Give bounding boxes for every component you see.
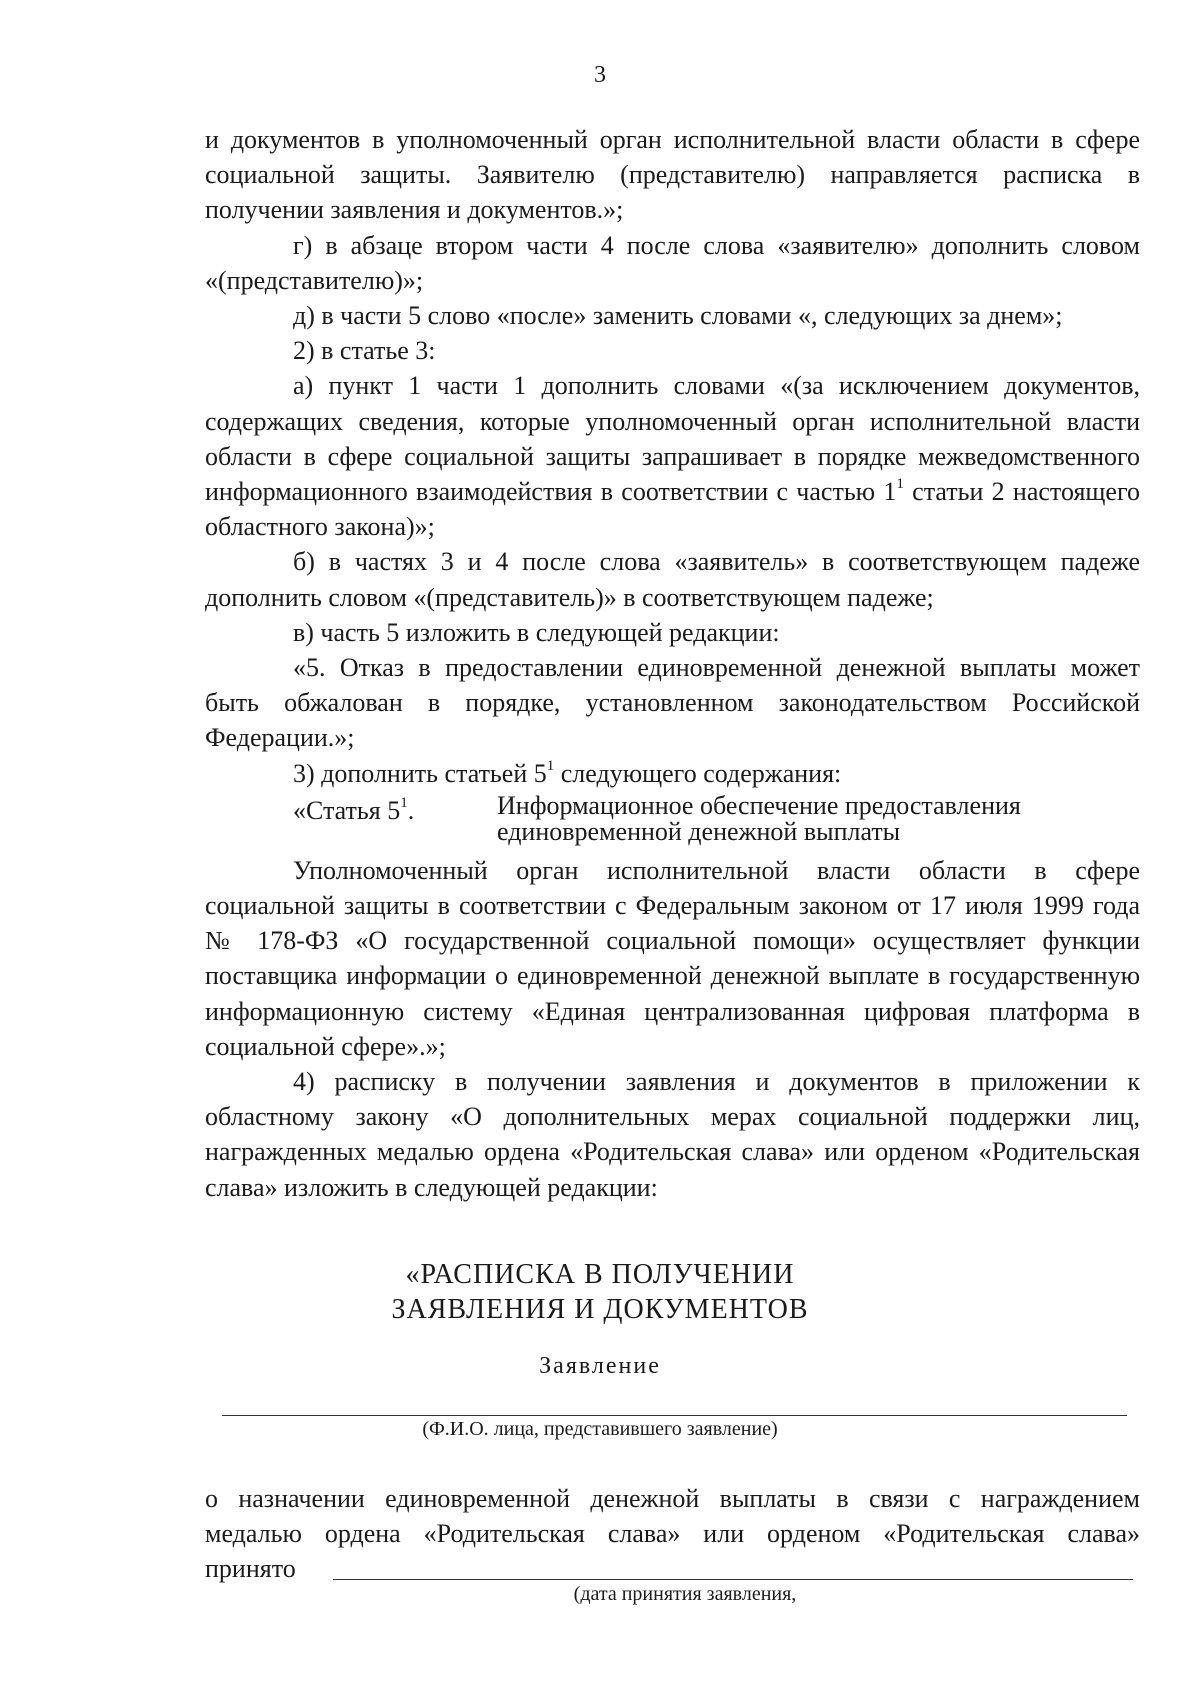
superscript: 1 (400, 795, 408, 812)
text-span: следующего содержания: (554, 758, 842, 788)
text-span: статьи 2 настоящего областного закона)»; (205, 477, 1140, 542)
fio-caption: (Ф.И.О. лица, представившего заявление) (422, 1418, 778, 1440)
fio-blank-line (222, 1415, 1127, 1416)
paragraph-article-body: Уполномоченный орган исполнительной власти области в сфере социальной защиты в соответствии с Федеральным законом от 17 июля 1999 года № 178-ФЗ «О государственной социальной помощи» осуществляет функции поставщика информации о единовременной денежной выплате в государственную информационную систему «Единая централизованная цифровая платформа в социальной сфере».»; (205, 855, 1140, 1061)
receipt-title-line: ЗАЯВЛЕНИЯ И ДОКУМЕНТОВ (391, 1294, 809, 1325)
article-heading (205, 790, 1140, 846)
paragraph-item-3 (205, 756, 1140, 791)
receipt-title-line: «РАСПИСКА В ПОЛУЧЕНИИ (405, 1259, 795, 1290)
receipt-text (205, 1481, 1140, 1583)
superscript: 1 (546, 758, 555, 774)
paragraph-item-a (205, 368, 1140, 544)
text-span: . (407, 795, 415, 825)
document-body (205, 122, 1140, 1205)
paragraph-item-g: г) в абзаце втором части 4 после слова «заявителю» дополнить словом «(представителю)»; (205, 230, 1140, 295)
receipt-title (0, 1257, 1200, 1327)
application-label: Заявление (539, 1353, 661, 1379)
receipt-accepted-label: принято (205, 1554, 296, 1583)
date-caption: (дата принятия заявления, (573, 1583, 797, 1605)
paragraph-item-2: 2) в статье 3: (293, 336, 436, 366)
receipt-line: медалью ордена «Родительская слава» или орденом «Родительская слава» (205, 1519, 1140, 1549)
receipt-line: о назначении единовременной денежной выплаты в связи с награждением (205, 1484, 1140, 1513)
paragraph-item-v: в) часть 5 изложить в следующей редакции: (293, 617, 780, 647)
paragraph-item-4: 4) расписку в получении заявления и документов в приложении к областному закону «О дополнительных мерах социальной поддержки лиц, награжденных медалью ордена «Родительская слава» или орденом «Родительская слава» изложить в следующей редакции: (205, 1067, 1140, 1202)
paragraph-item-d: д) в части 5 слово «после» заменить словами «, следующих за днем»; (293, 301, 1063, 331)
paragraph-continuation: и документов в уполномоченный орган исполнительной власти области в сфере социальной защиты. Заявителю (представителю) направляется расписка в получении заявления и документов.»; (205, 125, 1140, 225)
article-title-line: Информационное обеспечение предоставления (497, 790, 1021, 820)
text-span: «Статья 5 (293, 795, 401, 825)
page-number: 3 (594, 62, 606, 88)
article-number (293, 793, 497, 845)
superscript: 1 (896, 476, 904, 493)
paragraph-item-b: б) в частях 3 и 4 после слова «заявитель» в соответствующем падеже дополнить словом «(представитель)» в соответствующем падеже; (205, 547, 1140, 612)
article-title-line: единовременной денежной выплаты (497, 816, 901, 846)
article-title (497, 790, 1021, 846)
paragraph-quote-5: «5. Отказ в предоставлении единовременной денежной выплаты может быть обжалован в порядке, установленном законодательством Российской Федерации.»; (205, 653, 1140, 753)
date-blank-line (333, 1579, 1133, 1580)
text-span: а) пункт 1 части 1 дополнить словами «(за исключением документов, содержащих сведения, которые уполномоченный орган исполнительной власти области в сфере социальной защиты запрашивает в порядке межведомственного информационного взаимодействия в соответствии с частью 1 (205, 371, 1140, 507)
text-span: 3) дополнить статьей 5 (293, 758, 547, 788)
